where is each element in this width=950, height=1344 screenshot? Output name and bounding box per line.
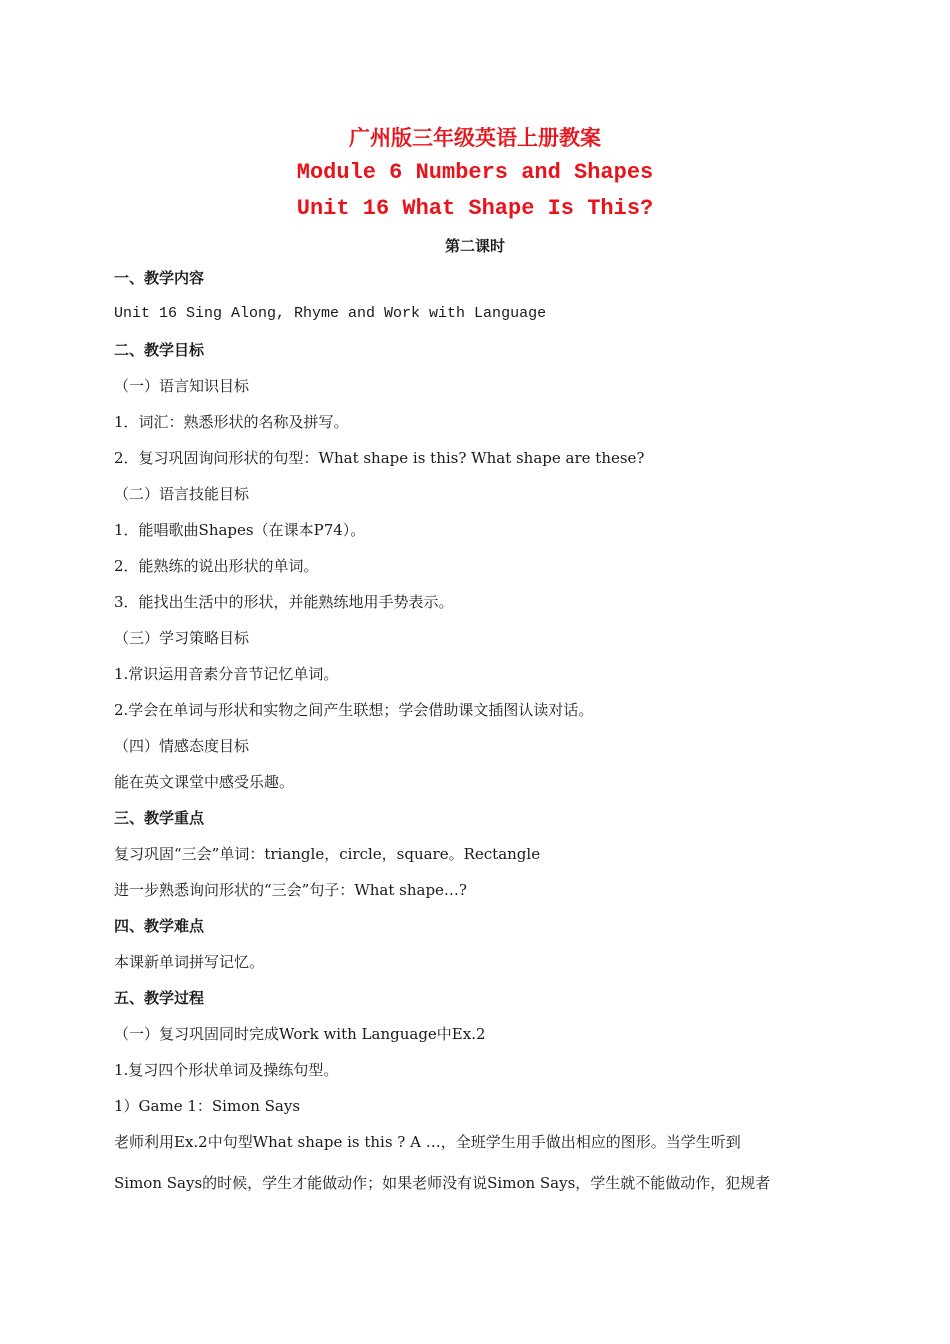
text-line: 1）Game 1：Simon Says [114,1097,301,1115]
section-heading-difficulties: 四、教学难点 [114,917,205,935]
text-line: 3．能找出生活中的形状，并能熟练地用手势表示。 [114,593,454,611]
text-line: 复习巩固“三会”单词：triangle，circle，square。Rectangle [114,845,541,863]
text-line: 老师利用Ex.2中句型What shape is this ? A …，全班学生用手做出相应的图形。当学生听到 [114,1133,741,1151]
text-line: Unit 16 Sing Along, Rhyme and Work with Language [114,305,547,322]
document-title-module: Module 6 Numbers and Shapes [296,160,654,185]
document-title-cn: 广州版三年级英语上册教案 [349,126,601,150]
subsection-heading: （三）学习策略目标 [114,629,250,647]
text-line: Simon Says的时候，学生才能做动作；如果老师没有说Simon Says，学生就不能做动作，犯规者 [114,1174,771,1192]
text-line: 能在英文课堂中感受乐趣。 [114,773,295,791]
section-heading-content: 一、教学内容 [114,269,205,287]
text-line: 1.常识运用音素分音节记忆单词。 [114,665,339,683]
subsection-heading: （一）语言知识目标 [114,377,250,395]
text-line: 2.学会在单词与形状和实物之间产生联想；学会借助课文插图认读对话。 [114,701,594,719]
text-line: 1.复习四个形状单词及操练句型。 [114,1061,339,1079]
text-line: 1．词汇：熟悉形状的名称及拼写。 [114,413,349,431]
subsection-heading: （四）情感态度目标 [114,737,250,755]
document-title-unit: Unit 16 What Shape Is This? [296,196,654,221]
section-heading-process: 五、教学过程 [114,989,205,1007]
subsection-heading: （二）语言技能目标 [114,485,250,503]
text-line: 本课新单词拼写记忆。 [114,953,265,971]
text-line: 2．能熟练的说出形状的单词。 [114,557,319,575]
text-line: 进一步熟悉询问形状的“三会”句子：What shape…? [114,881,467,899]
section-heading-objectives: 二、教学目标 [114,341,205,359]
section-heading-key-points: 三、教学重点 [114,809,205,827]
text-line: 1．能唱歌曲Shapes（在课本P74）。 [114,521,366,539]
text-line: 2．复习巩固询问形状的句型：What shape is this? What shape are these? [114,449,645,467]
lesson-label: 第二课时 [444,237,505,255]
subsection-heading: （一）复习巩固同时完成Work with Language中Ex.2 [114,1025,486,1043]
